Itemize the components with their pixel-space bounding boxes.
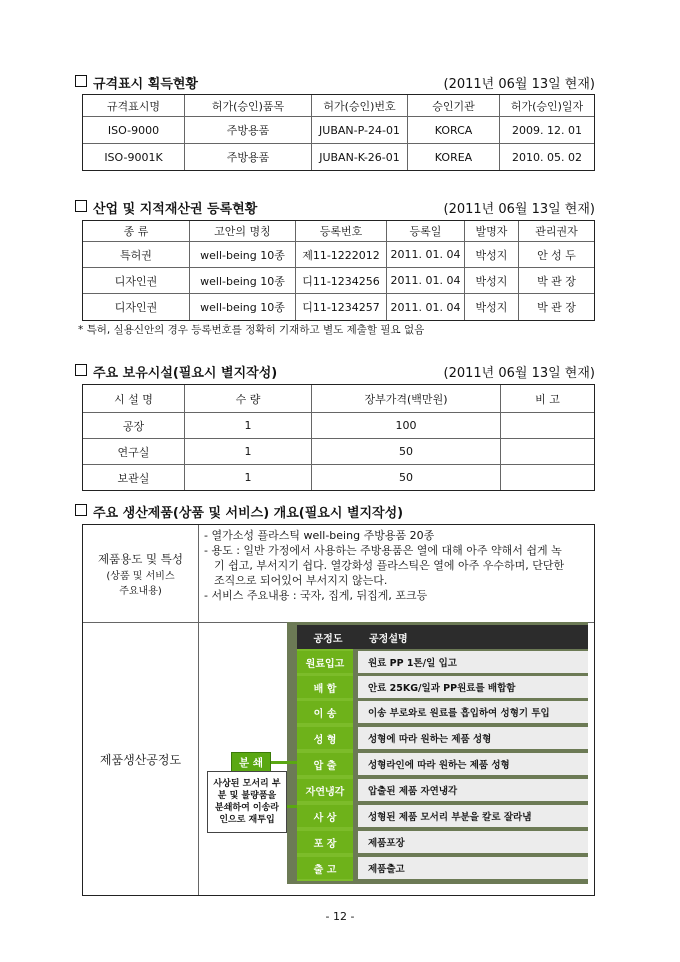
checkbox-square-icon — [75, 200, 87, 212]
table-cell: well-being 10종 — [190, 268, 296, 294]
table-header-cell: 허가(승인)품목 — [185, 95, 312, 117]
table-header-cell: 승인기관 — [408, 95, 500, 117]
section-header-certification — [75, 72, 595, 90]
process-step-desc: 제품출고 — [358, 857, 588, 879]
table-header-cell: 규격표시명 — [83, 95, 185, 117]
table-header-cell: 등록번호 — [296, 221, 387, 242]
process-header-col: 공정설명 — [369, 633, 408, 645]
process-step-name: 원료입고 — [297, 651, 353, 673]
section-title: 규격표시 획득현황 — [93, 77, 198, 92]
section-date: (2011년 06월 13일 현재) — [443, 366, 595, 381]
table-cell: 박성지 — [465, 294, 519, 320]
table-cell: JUBAN-P-24-01 — [312, 117, 408, 144]
process-step-name: 성 형 — [297, 727, 353, 749]
table-cell: 1 — [185, 439, 312, 465]
table-cell: 박성지 — [465, 268, 519, 294]
table-header-cell: 허가(승인)일자 — [500, 95, 594, 117]
section-date: (2011년 06월 13일 현재) — [443, 202, 595, 217]
ip-table — [82, 220, 595, 321]
table-header-cell: 관리권자 — [519, 221, 594, 242]
table-cell: ISO-9001K — [83, 144, 185, 170]
table-cell: 2010. 05. 02 — [512, 150, 582, 164]
bullet-line: - 용도 : 일반 가정에서 사용하는 주방용품은 열에 대해 아주 약해서 쉽게 녹 — [204, 544, 562, 557]
process-step-name: 자연냉각 — [297, 779, 353, 801]
rework-description — [207, 771, 287, 833]
table-cell: 디자인권 — [83, 294, 190, 320]
process-step-name: 배 합 — [297, 676, 353, 698]
table-header-cell: 시 설 명 — [83, 385, 185, 413]
table-cell: 50 — [312, 439, 501, 465]
process-step-desc: 성형라인에 따라 원하는 제품 성형 — [358, 753, 588, 775]
section-header-ip — [75, 197, 595, 215]
table-cell — [501, 465, 594, 490]
table-cell: 연구실 — [83, 439, 185, 465]
process-step-name: 출 고 — [297, 857, 353, 879]
table-cell: 1 — [185, 413, 312, 439]
rework-line: 분쇄하여 이송라 — [215, 803, 279, 813]
table-cell: 주방용품 — [185, 144, 312, 170]
table-cell: 100 — [312, 413, 501, 439]
bullet-line: - 서비스 주요내용 : 국자, 집게, 뒤집게, 포크등 — [204, 589, 428, 602]
process-step-desc: 제품포장 — [358, 831, 588, 853]
table-header-cell: 수 량 — [185, 385, 312, 413]
table-cell: 디자인권 — [83, 268, 190, 294]
bullet-line: - 열가소성 플라스틱 well-being 주방용품 20종 — [204, 529, 435, 542]
table-cell: 특허권 — [83, 242, 190, 268]
table-header-cell: 고안의 명칭 — [190, 221, 296, 242]
rework-line: 인으로 재투입 — [219, 815, 275, 825]
rework-tag: 분 쇄 — [231, 752, 271, 772]
table-header-cell: 종 류 — [83, 221, 190, 242]
process-step-name: 압 출 — [297, 753, 353, 775]
table-cell: KORCA — [408, 117, 500, 144]
usage-label-line: 주요내용) — [119, 585, 162, 597]
ip-footnote: * 특허, 실용신안의 경우 등록번호를 정확히 기재하고 별도 제출할 필요 없음 — [78, 324, 425, 336]
usage-label-line: (상품 및 서비스 — [106, 570, 175, 582]
process-step-desc: 압출된 제품 자연냉각 — [358, 779, 588, 801]
table-cell: JUBAN-K-26-01 — [312, 144, 408, 170]
usage-description — [204, 528, 592, 603]
rework-line: 분 및 불량품을 — [217, 791, 277, 801]
table-cell: 2011. 01. 04 — [387, 268, 465, 294]
process-step-desc: 원료 PP 1톤/일 입고 — [358, 651, 588, 673]
table-cell: 안 성 두 — [519, 242, 594, 268]
section-title: 주요 보유시설(필요시 별지작성) — [93, 366, 278, 381]
process-step-desc: 안료 25KG/일과 PP원료를 배합함 — [358, 676, 588, 698]
table-header-cell: 발명자 — [465, 221, 519, 242]
page-number: - 12 - — [325, 910, 355, 923]
process-header-col: 공정도 — [313, 633, 343, 645]
rework-arrow — [270, 761, 297, 764]
table-cell: well-being 10종 — [190, 294, 296, 320]
rework-line: 사상된 모서리 부 — [213, 779, 281, 789]
table-header-cell: 허가(승인)번호 — [312, 95, 408, 117]
table-header-cell: 장부가격(백만원) — [312, 385, 501, 413]
section-date: (2011년 06월 13일 현재) — [443, 77, 595, 92]
process-header — [297, 625, 588, 649]
table-cell: 박성지 — [465, 242, 519, 268]
bullet-line: 조직으로 되어있어 부서지지 않는다. — [214, 574, 388, 587]
process-step-name: 이 송 — [297, 701, 353, 723]
table-cell: ISO-9000 — [83, 117, 185, 144]
table-cell: 디11-1234257 — [296, 294, 387, 320]
process-step-desc: 성형된 제품 모서리 부분을 칼로 잘라냄 — [358, 805, 588, 827]
section-title: 주요 생산제품(상품 및 서비스) 개요(필요시 별지작성) — [93, 506, 404, 521]
table-cell: 제11-1222012 — [296, 242, 387, 268]
section-header-products — [75, 501, 595, 519]
process-label: 제품생산공정도 — [99, 752, 182, 767]
table-cell: 2009. 12. 01 — [500, 117, 594, 144]
table-cell: well-being 10종 — [190, 242, 296, 268]
checkbox-square-icon — [75, 364, 87, 376]
table-cell: 50 — [312, 465, 501, 490]
usage-label-line: 제품용도 및 특성 — [97, 551, 184, 566]
table-cell — [501, 439, 594, 465]
table-header-cell: 등록일 — [387, 221, 465, 242]
table-cell: 공장 — [83, 413, 185, 439]
section-header-facilities — [75, 361, 595, 379]
usage-label — [83, 525, 198, 622]
process-step-name: 사 상 — [297, 805, 353, 827]
table-cell — [501, 413, 594, 439]
process-step-desc: 성형에 따라 원하는 제품 성형 — [358, 727, 588, 749]
table-header-cell: 비 고 — [501, 385, 594, 413]
table-cell: 박 관 장 — [537, 301, 576, 314]
facilities-table — [82, 384, 595, 491]
table-cell: 2011. 01. 04 — [387, 294, 465, 320]
section-title: 산업 및 지적재산권 등록현황 — [93, 202, 258, 217]
process-step-name: 포 장 — [297, 831, 353, 853]
checkbox-square-icon — [75, 75, 87, 87]
table-cell: 보관실 — [83, 465, 185, 490]
bullet-line: 기 쉽고, 부서지기 쉽다. 열강화성 플라스틱은 열에 아주 우수하며, 단단한 — [214, 559, 565, 572]
table-cell: 주방용품 — [185, 117, 312, 144]
checkbox-square-icon — [75, 504, 87, 516]
table-cell: 박 관 장 — [519, 268, 594, 294]
column-divider — [198, 525, 199, 895]
process-step-desc: 이송 부로와로 원료를 흡입하여 성형기 투입 — [358, 701, 588, 723]
table-cell: 1 — [185, 465, 312, 490]
table-cell: 디11-1234256 — [296, 268, 387, 294]
certification-table — [82, 94, 595, 171]
table-cell: 2011. 01. 04 — [387, 242, 465, 268]
table-cell: KOREA — [408, 144, 500, 170]
